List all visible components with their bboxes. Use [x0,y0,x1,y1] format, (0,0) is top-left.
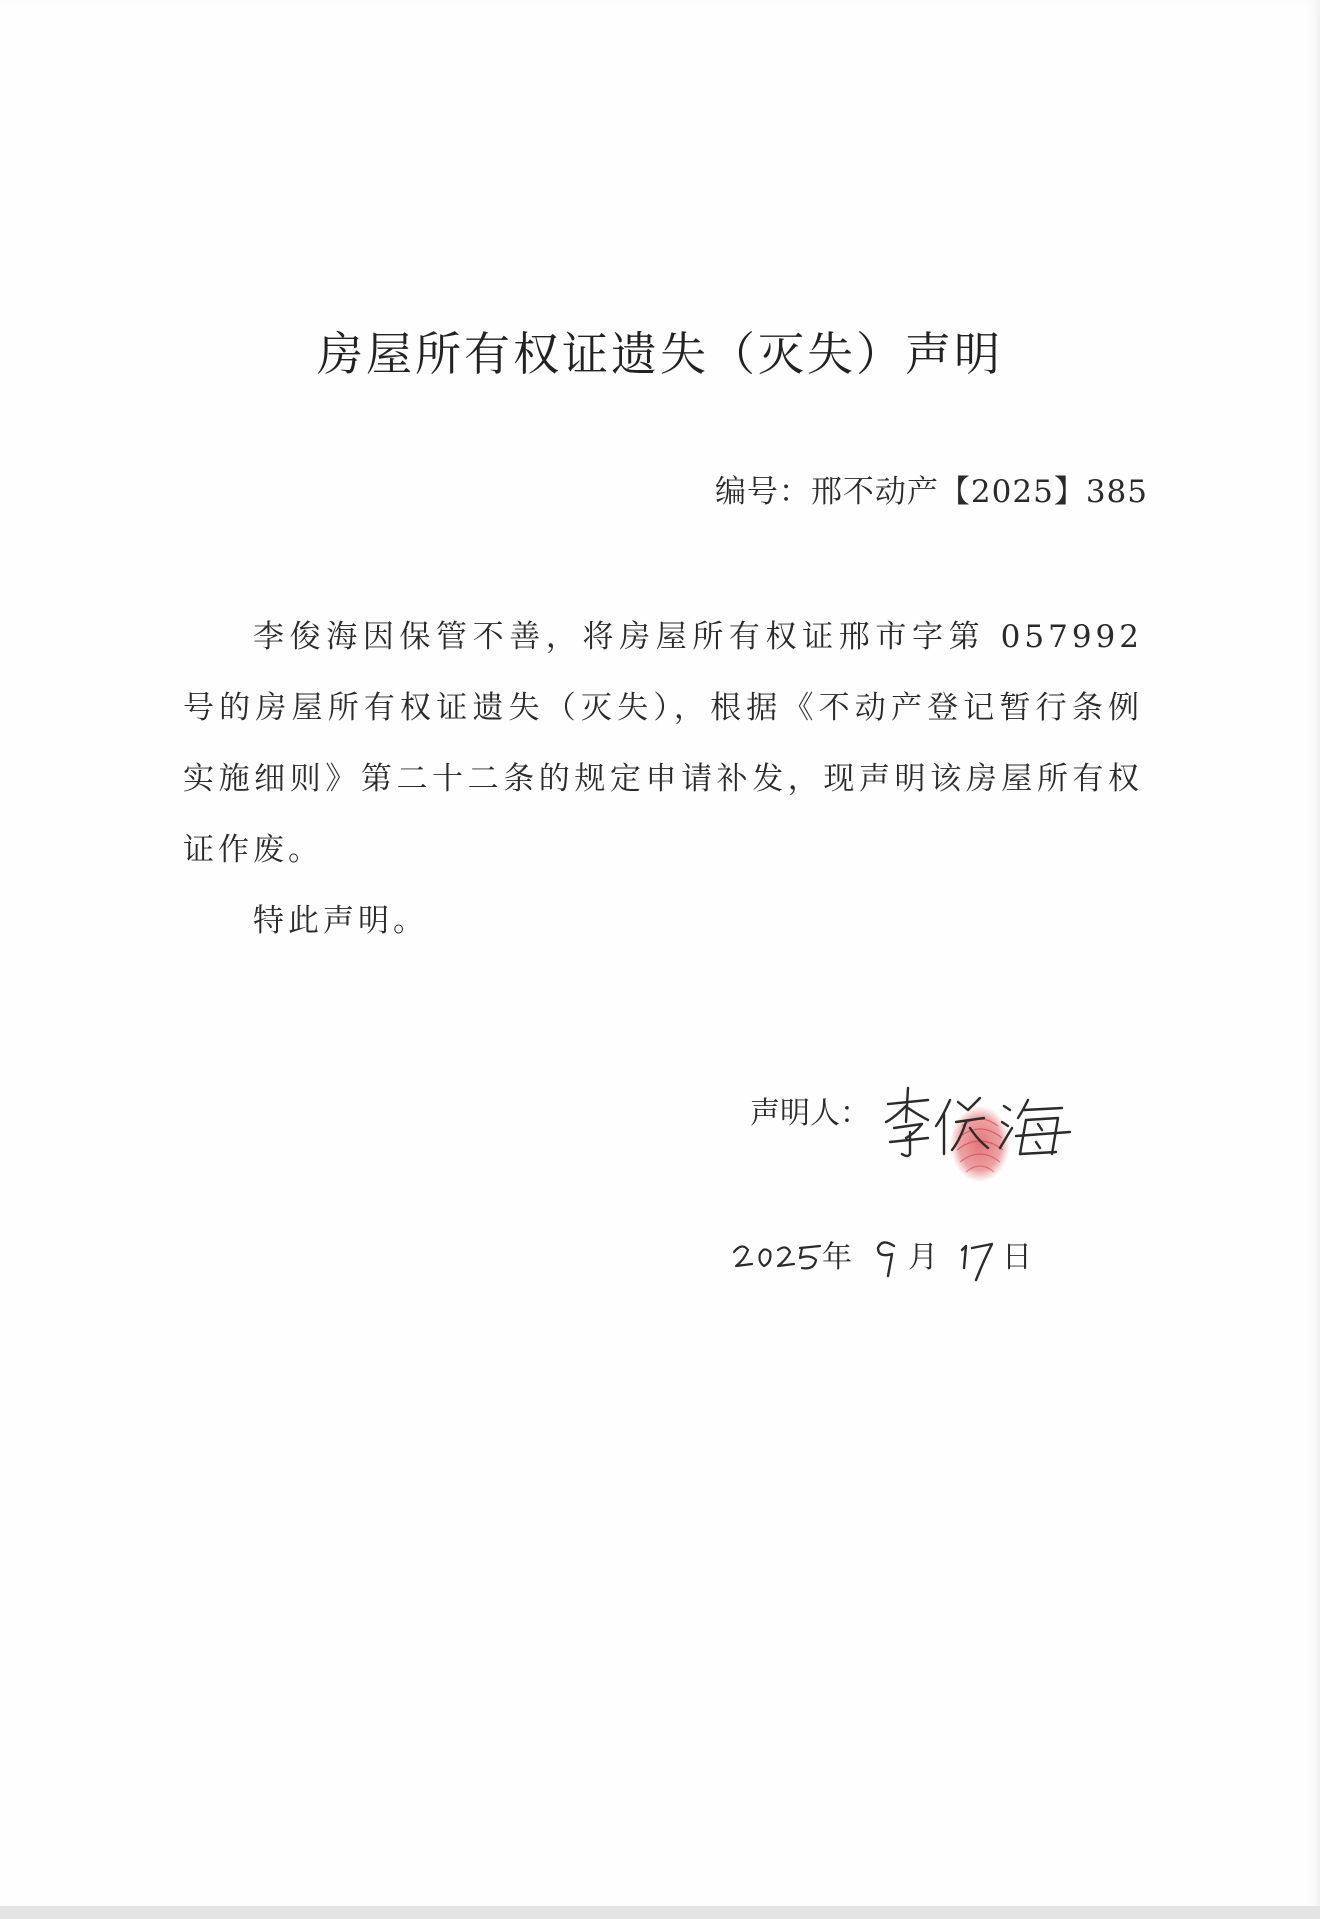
document-title: 房屋所有权证遗失（灭失）声明 [317,327,1003,381]
month-char: 月 [908,1240,938,1275]
handwritten-day [954,1228,1004,1288]
svg-text:17: 17 [954,1228,956,1229]
svg-text:9: 9 [868,1228,869,1229]
declaration-paragraph: 李俊海因保管不善，将房屋所有权证邢市字第 057992 号的房屋所有权证遗失（灭失），根据《不动产登记暂行条例实施细则》第二十二条的规定申请补发，现声明该房屋所有权证作废。 [183,619,1143,868]
day-char: 日 [1002,1240,1032,1275]
handwritten-year [730,1228,830,1288]
scan-edge [0,1906,1320,1919]
number-label: 编号： [714,474,811,510]
closing-statement: 特此声明。 [253,903,428,939]
declaration-body [183,602,1143,957]
svg-text:2025: 2025 [730,1228,733,1229]
year-char: 年 [822,1240,852,1275]
declarant-label: 声明人： [750,1096,870,1131]
signature [880,1062,1080,1202]
declarant-line [750,1088,870,1132]
document-number [715,466,1148,511]
number-value: 邢不动产【2025】385 [810,474,1148,510]
date-line [730,1228,1060,1288]
handwritten-month [868,1228,904,1288]
signature-text: 李俊海 [880,1062,883,1063]
